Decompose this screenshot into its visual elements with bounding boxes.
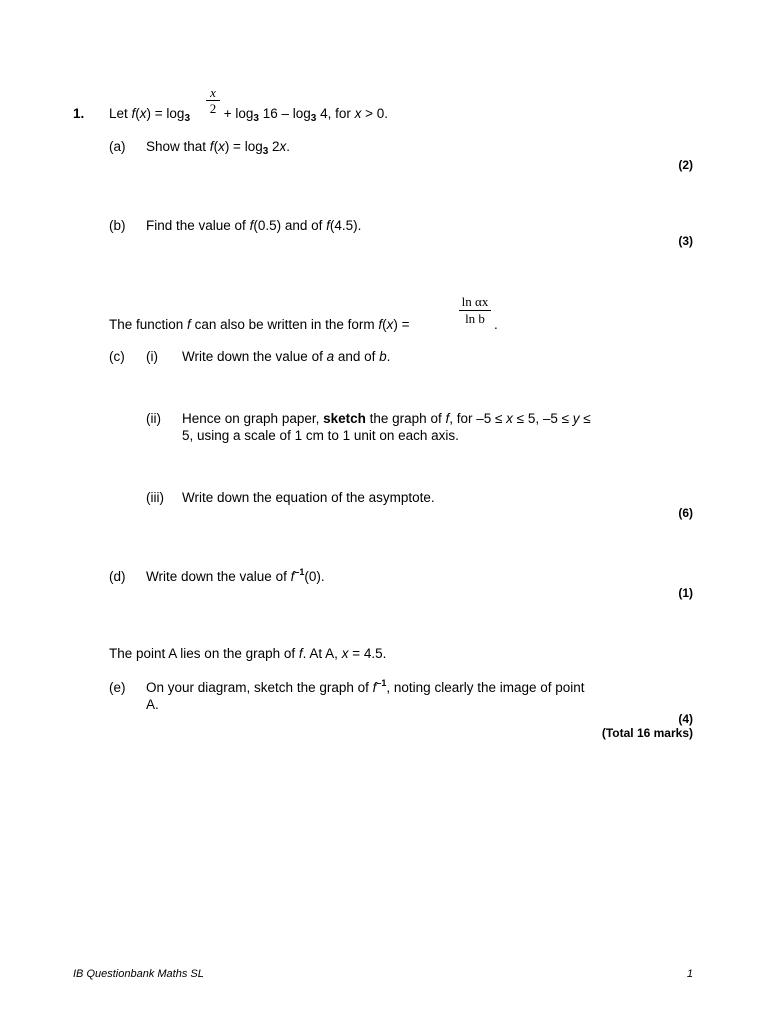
intro-x2: x <box>354 106 362 121</box>
part-c-ii-line2: 5, using a scale of 1 cm to 1 unit on each axis. <box>182 428 459 443</box>
intro-eq-log: ) = log <box>146 106 185 121</box>
part-c-ii-t1: Hence on graph paper, <box>182 411 324 426</box>
fraction-ln-numerator: ln αx <box>461 294 489 309</box>
fraction-numerator: x <box>210 85 216 100</box>
part-a-t1: Show that <box>146 139 210 154</box>
part-c-ii-t3: , for –5 ≤ <box>449 411 507 426</box>
part-c-ii-text <box>182 411 591 426</box>
part-a-f: f <box>209 139 214 154</box>
part-a-x: x <box>218 139 225 154</box>
question-number: 1. <box>73 106 85 121</box>
part-e-text <box>146 680 585 695</box>
part-c-ii-y: y <box>572 411 580 426</box>
form-t3: ( <box>382 317 387 332</box>
part-c-i-t2: and of <box>334 349 380 364</box>
part-d-f: f <box>290 569 295 584</box>
part-d-marks: (1) <box>678 586 693 600</box>
part-c-ii-t4: ≤ 5, –5 ≤ <box>512 411 573 426</box>
part-e-f: f <box>372 680 377 695</box>
part-c-i-b: b <box>379 349 387 364</box>
point-a-statement <box>109 646 386 661</box>
part-b-t3: (4.5). <box>329 218 362 233</box>
intro-x: x <box>139 106 147 121</box>
part-a-text <box>146 139 291 157</box>
part-a-x2: x <box>279 139 287 154</box>
part-c-label: (c) <box>109 349 125 364</box>
fraction-x-over-2 <box>206 85 220 116</box>
part-a-marks: (2) <box>678 158 693 172</box>
form-t2: can also be written in the form <box>190 317 379 332</box>
footer-source: IB Questionbank Maths SL <box>73 968 204 980</box>
part-c-ii-bold: sketch <box>323 411 366 426</box>
part-c-i-t1: Write down the value of <box>182 349 327 364</box>
intro-base-3: 3 <box>310 113 317 124</box>
part-e-sup: –1 <box>376 678 387 688</box>
question-intro <box>109 106 389 124</box>
part-c-iii-label: (iii) <box>146 490 164 505</box>
point-a-t3: = 4.5. <box>348 646 387 661</box>
part-c-iii-text: Write down the equation of the asymptote. <box>182 490 435 505</box>
intro-tail: 4, for <box>316 106 355 121</box>
part-d-t1: Write down the value of <box>146 569 291 584</box>
fraction-denominator: 2 <box>206 100 220 116</box>
intro-plus-log: + log <box>220 106 254 121</box>
point-a-x: x <box>341 646 349 661</box>
form-statement <box>109 317 410 332</box>
point-a-f: f <box>298 646 303 661</box>
part-c-ii-x: x <box>506 411 513 426</box>
form-x: x <box>386 317 394 332</box>
intro-mid: 16 – log <box>258 106 311 121</box>
total-marks: (Total 16 marks) <box>601 726 693 740</box>
part-c-i-t3: . <box>386 349 391 364</box>
form-t4: ) = <box>393 317 410 332</box>
point-a-t1: The point A lies on the graph of <box>109 646 299 661</box>
part-d-sup: –1 <box>294 567 305 577</box>
intro-paren: ( <box>135 106 140 121</box>
part-a-t3: ) = log <box>224 139 263 154</box>
part-b-t1: Find the value of <box>146 218 250 233</box>
part-b-label: (b) <box>109 218 126 233</box>
part-a-t4: 2 <box>268 139 280 154</box>
part-c-i-text <box>182 349 390 364</box>
part-c-ii-t5: ≤ <box>579 411 591 426</box>
part-e-t1: On your diagram, sketch the graph of <box>146 680 373 695</box>
part-c-marks: (6) <box>678 506 693 520</box>
part-a-t2: ( <box>213 139 219 154</box>
part-a-t5: . <box>286 139 291 154</box>
fraction-ln-denominator: ln b <box>459 310 491 327</box>
intro-base-2: 3 <box>253 113 259 124</box>
fraction-ln-ax-over-ln-b <box>459 294 491 327</box>
form-t1: The function <box>109 317 188 332</box>
part-a-base: 3 <box>262 146 269 157</box>
part-b-f1: f <box>249 218 254 233</box>
part-c-i-label: (i) <box>146 349 158 364</box>
part-c-i-a: a <box>326 349 335 364</box>
part-a-label: (a) <box>109 139 126 154</box>
part-e-marks: (4) <box>678 712 693 726</box>
part-e-line2: A. <box>146 697 159 712</box>
part-d-label: (d) <box>109 569 126 584</box>
footer-page-number: 1 <box>686 968 693 980</box>
intro-f: f <box>131 106 136 121</box>
intro-cond: > 0. <box>361 106 389 121</box>
part-c-ii-t2: the graph of <box>365 411 446 426</box>
intro-let: Let <box>109 106 132 121</box>
part-b-marks: (3) <box>678 234 693 248</box>
part-e-label: (e) <box>109 680 126 695</box>
part-b-t2: (0.5) and of <box>253 218 327 233</box>
part-b-text <box>146 218 361 233</box>
point-a-t2: . At A, <box>302 646 342 661</box>
part-d-t2: (0). <box>304 569 325 584</box>
form-period: . <box>494 317 498 332</box>
part-b-f2: f <box>326 218 330 233</box>
form-f: f <box>187 317 191 332</box>
part-e-t2: , noting clearly the image of point <box>386 680 585 695</box>
part-c-ii-label: (ii) <box>146 411 161 426</box>
intro-base-1: 3 <box>184 113 191 124</box>
part-c-ii-f: f <box>445 411 450 426</box>
form-f2: f <box>378 317 383 332</box>
part-d-text <box>146 569 325 584</box>
